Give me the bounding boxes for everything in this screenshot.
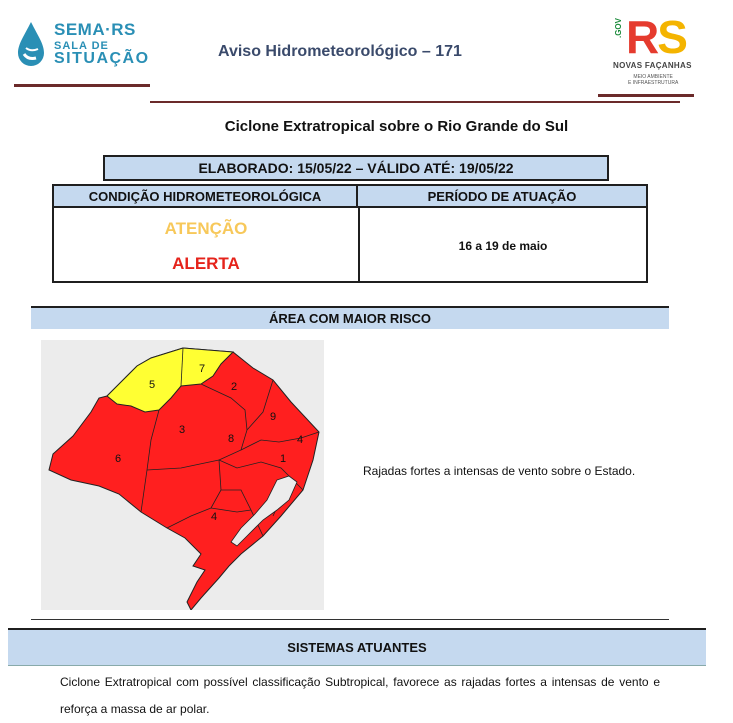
sema-rs-logo: [14, 18, 154, 78]
map-red-area: [49, 348, 319, 610]
period-header: PERÍODO DE ATUAÇÃO: [358, 186, 646, 208]
risk-map: [41, 340, 324, 610]
rs-letter-r: R: [626, 11, 658, 63]
region-label-3: 3: [179, 424, 186, 436]
risk-description: Rajadas fortes a intensas de vento sobre o Estado.: [363, 464, 636, 478]
header-rule-right: [598, 94, 694, 97]
systems-description: Ciclone Extratropical com possível classificação Subtropical, favorece as rajadas fortes a intensas de vento e reforça a massa de ar polar.: [60, 675, 660, 716]
rio-grande-do-sul-map: [41, 340, 324, 610]
logo-line-2: SALA DE: [54, 40, 109, 52]
bulletin-title: [0, 118, 733, 135]
systems-section-header: SISTEMAS ATUANTES: [8, 628, 706, 666]
region-label-4: 4: [211, 511, 218, 523]
bulletin-title-text: Ciclone Extratropical sobre o Rio Grande do Sul: [224, 118, 569, 135]
logo-subtitle-2: E INFRAESTRUTURA: [628, 80, 679, 86]
alert-level: ALERTA: [172, 254, 240, 273]
region-label-2: 2: [231, 381, 238, 393]
logo-line-1: SEMA·RS: [54, 20, 136, 39]
period-value: 16 a 19 de maio: [458, 239, 548, 253]
region-label-6: 6: [115, 453, 122, 465]
region-label-7: 7: [199, 363, 206, 375]
logo-subtitle-1: MEIO AMBIENTE: [633, 74, 673, 80]
header-rule: [150, 101, 680, 103]
region-label-1: 1: [280, 453, 287, 465]
attention-level: ATENÇÃO: [164, 219, 248, 238]
region-label-5: 5: [149, 379, 156, 391]
validity-box: ELABORADO: 15/05/22 – VÁLIDO ATÉ: 19/05/22: [103, 155, 609, 181]
section-separator: [31, 619, 669, 620]
rs-gov-logo: [604, 10, 704, 90]
region-label-4b: 4: [297, 434, 304, 446]
region-label-8: 8: [228, 433, 235, 445]
risk-section-header: ÁREA COM MAIOR RISCO: [31, 306, 669, 329]
condition-header: CONDIÇÃO HIDROMETEOROLÓGICA: [54, 186, 358, 208]
logo-slogan: NOVAS FAÇANHAS: [613, 61, 692, 70]
water-drop-icon: [14, 20, 48, 70]
rs-letter-s: S: [657, 11, 686, 63]
gov-label: .GOV: [614, 18, 623, 39]
header-rule-left: [14, 84, 150, 87]
logo-line-3: SITUAÇÃO: [54, 50, 150, 67]
condition-table: [52, 184, 648, 283]
page-title: Aviso Hidrometeorológico – 171: [218, 43, 462, 60]
logo-subtitle: [628, 74, 678, 86]
region-label-9: 9: [270, 411, 277, 423]
rs-wordmark: [626, 10, 686, 64]
